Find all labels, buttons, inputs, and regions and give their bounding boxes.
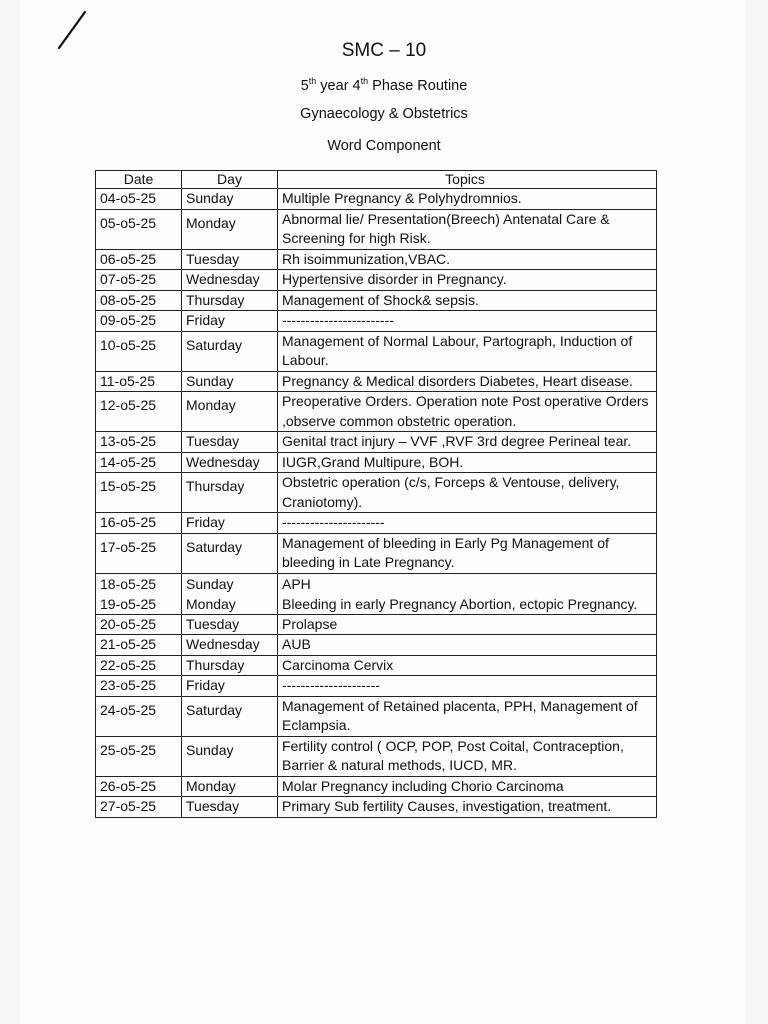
table-body [96, 189, 657, 818]
topic-cell: --------------------- [278, 676, 657, 697]
document-title: SMC – 10 [341, 40, 427, 61]
table-header-row [96, 171, 657, 189]
table-row [96, 290, 657, 311]
date-cell: 23-o5-25 [96, 676, 182, 697]
day-cell: Monday [182, 776, 278, 797]
date-cell: 26-o5-25 [96, 776, 182, 797]
date-cell: 18-o5-25 19-o5-25 [96, 573, 182, 614]
topic-cell: Molar Pregnancy including Chorio Carcinoma [278, 776, 657, 797]
table-row [96, 270, 657, 291]
date-cell: 16-o5-25 [96, 513, 182, 534]
table-row [96, 696, 657, 736]
topic-cell: Rh isoimmunization,VBAC. [278, 249, 657, 270]
date-cell: 04-o5-25 [96, 189, 182, 210]
topic-cell: Multiple Pregnancy & Polyhydromnios. [278, 189, 657, 210]
day-cell: Thursday [182, 290, 278, 311]
column-header-day: Day [182, 171, 278, 189]
topic-cell: IUGR,Grand Multipure, BOH. [278, 452, 657, 473]
date-cell: 07-o5-25 [96, 270, 182, 291]
date-cell: 17-o5-25 [96, 533, 182, 573]
table-row [96, 432, 657, 453]
date-cell: 12-o5-25 [96, 392, 182, 432]
date-cell: 08-o5-25 [96, 290, 182, 311]
topic-cell: Abnormal lie/ Presentation(Breech) Antenatal Care & Screening for high Risk. [278, 209, 657, 249]
topic-cell: Pregnancy & Medical disorders Diabetes, Heart disease. [278, 371, 657, 392]
table-row [96, 676, 657, 697]
table-row [96, 452, 657, 473]
day-cell: Friday [182, 676, 278, 697]
day-cell: Friday [182, 513, 278, 534]
topic-cell: Obstetric operation (c/s, Forceps & Ventouse, delivery, Craniotomy). [278, 473, 657, 513]
table-row [96, 371, 657, 392]
day-cell: Tuesday [182, 797, 278, 818]
day-cell: Tuesday [182, 249, 278, 270]
table-row [96, 189, 657, 210]
day-cell: Wednesday [182, 452, 278, 473]
day-cell: Monday [182, 209, 278, 249]
table-row [96, 797, 657, 818]
date-cell: 25-o5-25 [96, 736, 182, 776]
topic-cell: ------------------------ [278, 311, 657, 332]
column-header-date: Date [96, 171, 182, 189]
topic-cell: Management of Shock& sepsis. [278, 290, 657, 311]
topic-cell: Fertility control ( OCP, POP, Post Coital, Contraception, Barrier & natural methods, IUCD, MR. [278, 736, 657, 776]
day-cell: Tuesday [182, 614, 278, 635]
day-cell: Sunday [182, 189, 278, 210]
day-cell: Wednesday [182, 635, 278, 656]
day-cell: Sunday [182, 736, 278, 776]
date-cell: 22-o5-25 [96, 655, 182, 676]
day-cell: Friday [182, 311, 278, 332]
column-header-topics: Topics [278, 171, 657, 189]
routine-subtitle: 5th year 4th Phase Routine [300, 76, 468, 94]
day-cell: Thursday [182, 655, 278, 676]
date-cell: 27-o5-25 [96, 797, 182, 818]
topic-cell: Prolapse [278, 614, 657, 635]
topic-cell: Management of Retained placenta, PPH, Management of Eclampsia. [278, 696, 657, 736]
topic-cell: Management of Normal Labour, Partograph, Induction of Labour. [278, 331, 657, 371]
date-cell: 11-o5-25 [96, 371, 182, 392]
subject-heading: Gynaecology & Obstetrics [300, 106, 468, 122]
day-cell: Sunday [182, 371, 278, 392]
topic-cell: AUB [278, 635, 657, 656]
topic-cell: Management of bleeding in Early Pg Management of bleeding in Late Pregnancy. [278, 533, 657, 573]
topic-cell: Preoperative Orders. Operation note Post operative Orders ,observe common obstetric operation. [278, 392, 657, 432]
topic-cell: Carcinoma Cervix [278, 655, 657, 676]
date-cell: 06-o5-25 [96, 249, 182, 270]
day-cell: Saturday [182, 696, 278, 736]
date-cell: 15-o5-25 [96, 473, 182, 513]
table-row [96, 776, 657, 797]
date-cell: 10-o5-25 [96, 331, 182, 371]
table-row [96, 513, 657, 534]
table-row [96, 392, 657, 432]
day-cell: Sunday Monday [182, 573, 278, 614]
component-heading: Word Component [327, 138, 441, 154]
date-cell: 24-o5-25 [96, 696, 182, 736]
table-row [96, 209, 657, 249]
day-cell: Tuesday [182, 432, 278, 453]
routine-table [95, 170, 657, 818]
topic-cell: APH Bleeding in early Pregnancy Abortion, ectopic Pregnancy. [278, 573, 657, 614]
date-cell: 21-o5-25 [96, 635, 182, 656]
day-cell: Thursday [182, 473, 278, 513]
table-row [96, 573, 657, 614]
date-cell: 20-o5-25 [96, 614, 182, 635]
day-cell: Saturday [182, 533, 278, 573]
day-cell: Wednesday [182, 270, 278, 291]
table-row [96, 331, 657, 371]
topic-cell: ---------------------- [278, 513, 657, 534]
date-cell: 14-o5-25 [96, 452, 182, 473]
date-cell: 13-o5-25 [96, 432, 182, 453]
table-row [96, 473, 657, 513]
table-row [96, 311, 657, 332]
topic-cell: Primary Sub fertility Causes, investigation, treatment. [278, 797, 657, 818]
topic-cell: Hypertensive disorder in Pregnancy. [278, 270, 657, 291]
day-cell: Monday [182, 392, 278, 432]
topic-cell: Genital tract injury – VVF ,RVF 3rd degree Perineal tear. [278, 432, 657, 453]
table-row [96, 249, 657, 270]
table-row [96, 736, 657, 776]
table-row [96, 614, 657, 635]
table-row [96, 533, 657, 573]
day-cell: Saturday [182, 331, 278, 371]
date-cell: 09-o5-25 [96, 311, 182, 332]
table-row [96, 635, 657, 656]
date-cell: 05-o5-25 [96, 209, 182, 249]
table-row [96, 655, 657, 676]
